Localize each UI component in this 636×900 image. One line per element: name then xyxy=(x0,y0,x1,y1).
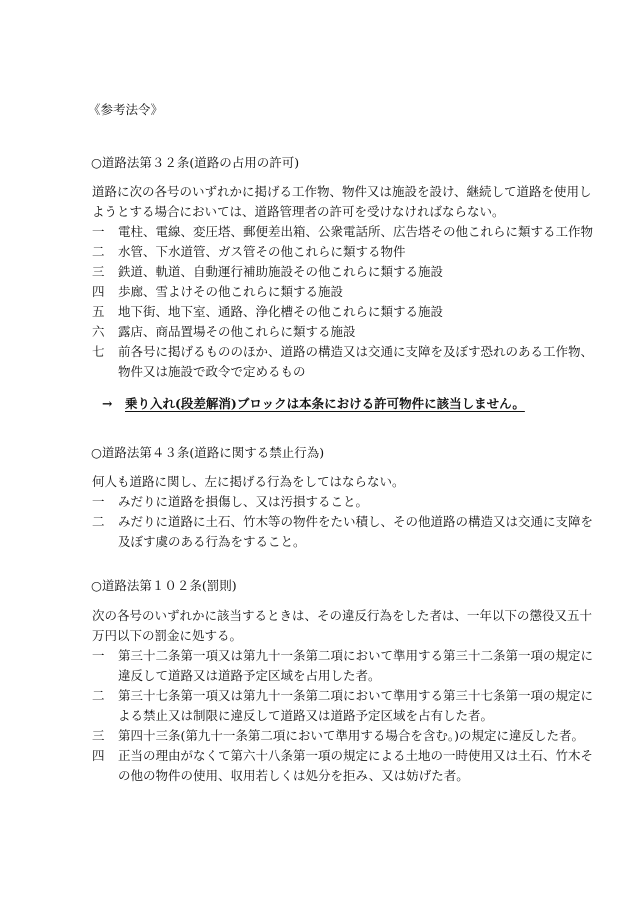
art102-item-4-cont: の他の物件の使用、収用若しくは処分を拒み、又は妨げた者。 xyxy=(118,768,469,783)
art32-intro-line: 道路に次の各号のいずれかに掲げる工作物、物件又は施設を設け、継続して道路を使用し xyxy=(92,184,592,199)
art32-item-5: 五 地下街、地下室、通路、浄化槽その他これらに類する施設 xyxy=(92,304,444,319)
art102-intro-line: 万円以下の罰金に処する。 xyxy=(92,628,243,643)
art32-item-2: 二 水管、下水道管、ガス管その他これらに類する物件 xyxy=(92,244,406,259)
art102-intro-line: 次の各号のいずれかに該当するときは、その違反行為をした者は、一年以下の懲役又五十 xyxy=(92,608,593,623)
art32-heading: ○道路法第３２条(道路の占用の許可) xyxy=(91,155,300,170)
reference-heading: 《参考法令》 xyxy=(88,102,164,117)
art43-heading: ○道路法第４３条(道路に関する禁止行為) xyxy=(91,445,325,460)
note-text: 乗り入れ(段差解消)ブロックは本条における許可物件に該当しません。 xyxy=(125,396,525,411)
art102-heading: ○道路法第１０２条(罰則) xyxy=(91,578,237,593)
art102-item-1: 一 第三十二条第一項又は第九十一条第二項において準用する第三十二条第一項の規定に xyxy=(92,648,594,663)
art102-item-3: 三 第四十三条(第九十一条第二項において準用する場合を含む。)の規定に違反した者。 xyxy=(92,728,585,743)
art32-item-3: 三 鉄道、軌道、自動運行補助施設その他これらに類する施設 xyxy=(92,264,444,279)
art43-item-2: 二 みだりに道路に土石、竹木等の物件をたい積し、その他道路の構造又は交通に支障を xyxy=(92,514,594,529)
art43-intro-line: 何人も道路に関し、左に掲げる行為をしてはならない。 xyxy=(92,474,405,489)
art32-item-7: 七 前各号に掲げるもののほか、道路の構造又は交通に支障を及ぼす恐れのある工作物、 xyxy=(92,344,594,359)
art102-item-4: 四 正当の理由がなくて第六十八条第一項の規定による土地の一時使用又は土石、竹木そ xyxy=(92,748,594,763)
art32-item-7-cont: 物件又は施設で政令で定めるもの xyxy=(118,364,306,379)
art32-item-4: 四 歩廊、雪よけその他これらに類する施設 xyxy=(92,284,344,299)
art102-item-2-cont: よる禁止又は制限に違反して道路又は道路予定区域を占有した者。 xyxy=(118,708,494,723)
art102-item-2: 二 第三十七条第一項又は第九十一条第二項において準用する第三十七条第一項の規定に xyxy=(92,688,594,703)
arrow-right-icon: → xyxy=(102,396,113,411)
art43-item-1: 一 みだりに道路を損傷し、又は汚損すること。 xyxy=(92,494,369,509)
art102-item-1-cont: 違反して道路又は道路予定区域を占用した者。 xyxy=(118,668,381,683)
art32-note xyxy=(102,396,525,412)
art32-intro-line: ようとする場合においては、道路管理者の許可を受けなければならない。 xyxy=(92,204,505,219)
art32-item-6: 六 露店、商品置場その他これらに類する施設 xyxy=(92,324,356,339)
art43-item-2-cont: 及ぼす虞のある行為をすること。 xyxy=(118,534,306,549)
art32-item-1: 一 電柱、電線、変圧塔、郵便差出箱、公衆電話所、広告塔その他これらに類する工作物 xyxy=(92,224,594,239)
